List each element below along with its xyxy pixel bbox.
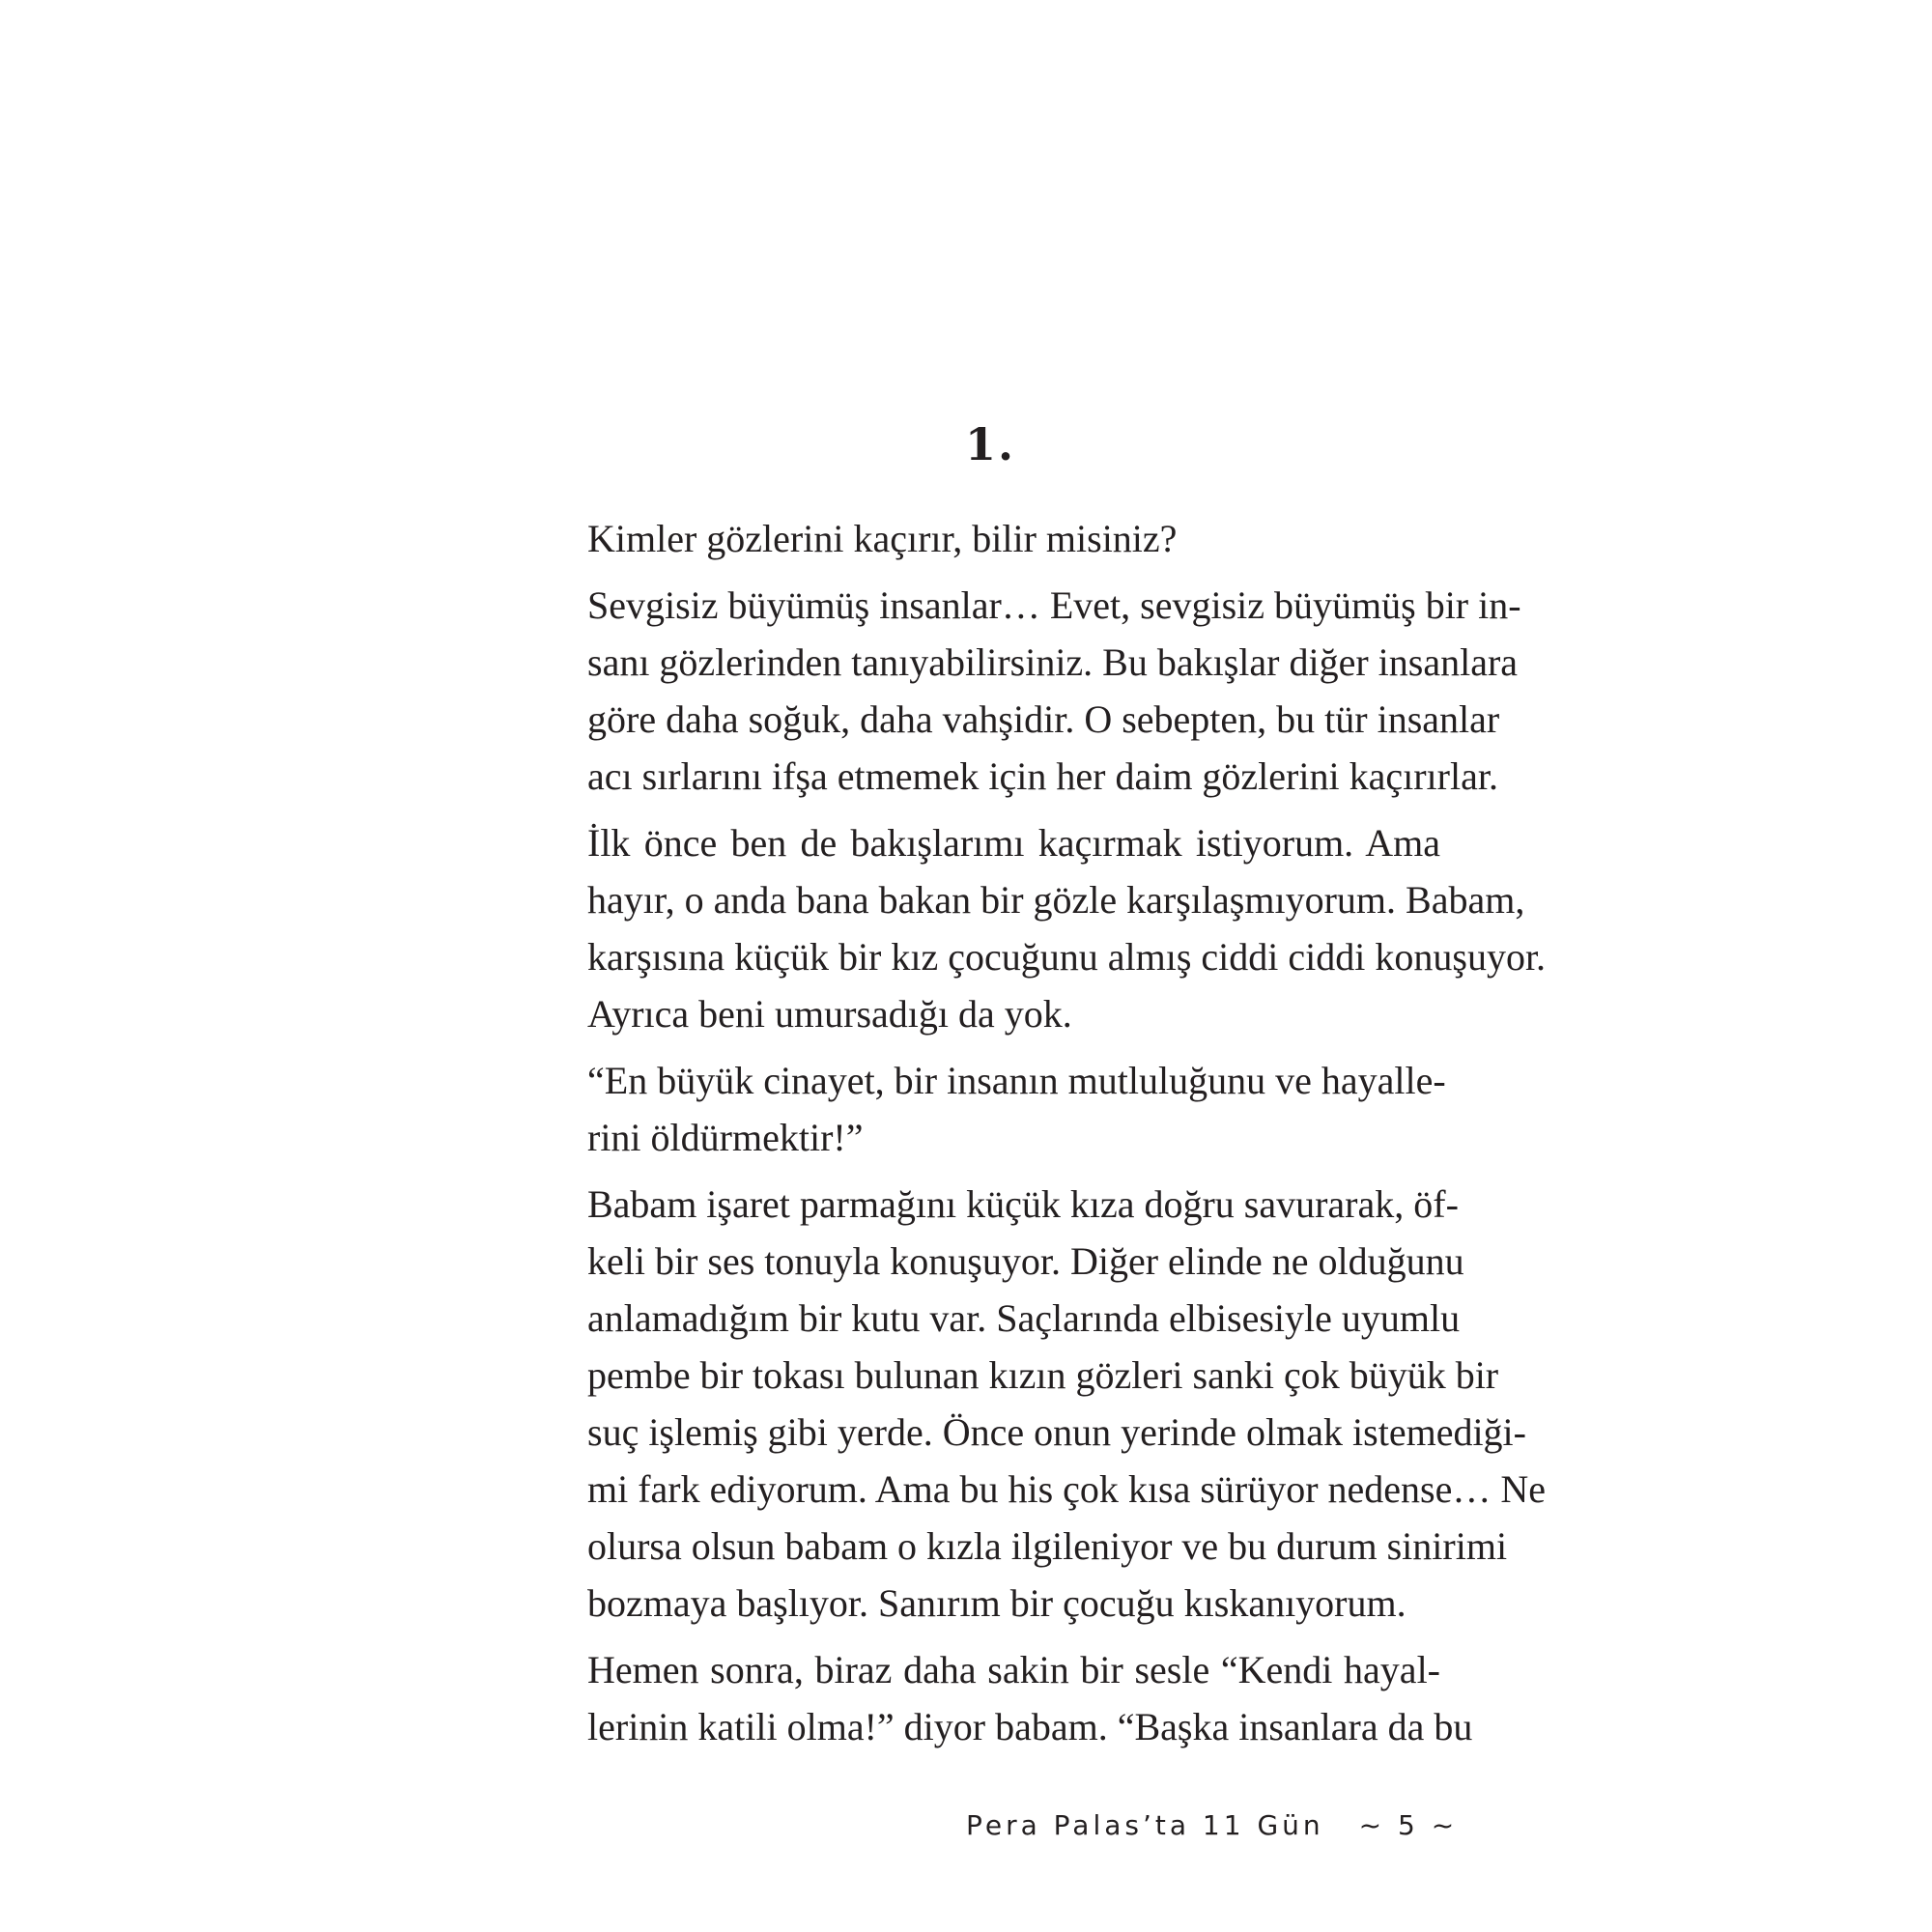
text-line: Hemen sonra, biraz daha sakin bir sesle “Kendi hayal- [587,1648,1440,1691]
text-line: mi fark ediyorum. Ama bu his çok kısa sürüyor nedense… Ne [587,1467,1547,1511]
text-line: rini öldürmektir!” [587,1116,864,1159]
text-line: suç işlemiş gibi yerde. Önce onun yerinde olmak istemediği- [587,1410,1526,1454]
text-line: hayır, o anda bana bakan bir gözle karşılaşmıyorum. Babam, [587,878,1525,922]
paragraph-6 [540,1641,1473,1755]
text-line: pembe bir tokası bulunan kızın gözleri sanki çok büyük bir [587,1353,1499,1397]
text-line: İlk önce ben de bakışlarımı kaçırmak istiyorum. Ama [587,821,1440,865]
paragraph-1 [540,510,1440,567]
body-text [540,510,1547,1765]
text-line: acı sırlarını ifşa etmemek için her daim gözlerini kaçırırlar. [587,754,1498,798]
book-title: Pera Palas’ta 11 Gün [966,1809,1324,1841]
text-line: olursa olsun babam o kızla ilgileniyor ve bu durum sinirimi [587,1524,1508,1568]
text-line: göre daha soğuk, daha vahşidir. O sebepten, bu tür insanlar [587,697,1500,741]
text-line: Babam işaret parmağını küçük kıza doğru savurarak, öf- [587,1182,1459,1226]
text-line: lerinin katili olma!” diyor babam. “Başka insanlara da bu [587,1705,1473,1748]
paragraph-3 [540,814,1547,1042]
text-line: Ayrıca beni umursadığı da yok. [587,992,1072,1036]
text-line: Sevgisiz büyümüş insanlar… Evet, sevgisiz büyümüş bir in- [587,583,1521,627]
text-line: karşısına küçük bir kız çocuğunu almış ciddi ciddi konuşuyor. [587,935,1547,979]
paragraph-5 [540,1176,1547,1632]
running-footer [966,1806,1459,1845]
chapter-number: 1. [964,418,1016,470]
text-line: Kimler gözlerini kaçırır, bilir misiniz? [587,517,1178,560]
text-line: anlamadığım bir kutu var. Saçlarında elbisesiyle uyumlu [587,1296,1461,1340]
text-line: “En büyük cinayet, bir insanın mutluluğunu ve hayalle- [587,1059,1446,1102]
paragraph-2 [540,577,1521,805]
text-line: keli bir ses tonuyla konuşuyor. Diğer elinde ne olduğunu [587,1239,1464,1283]
text-line: bozmaya başlıyor. Sanırım bir çocuğu kıskanıyorum. [587,1581,1406,1625]
page-number: ~ 5 ~ [1358,1809,1459,1841]
paragraph-4 [540,1052,1446,1166]
text-line: sanı gözlerinden tanıyabilirsiniz. Bu bakışlar diğer insanlara [587,640,1519,684]
